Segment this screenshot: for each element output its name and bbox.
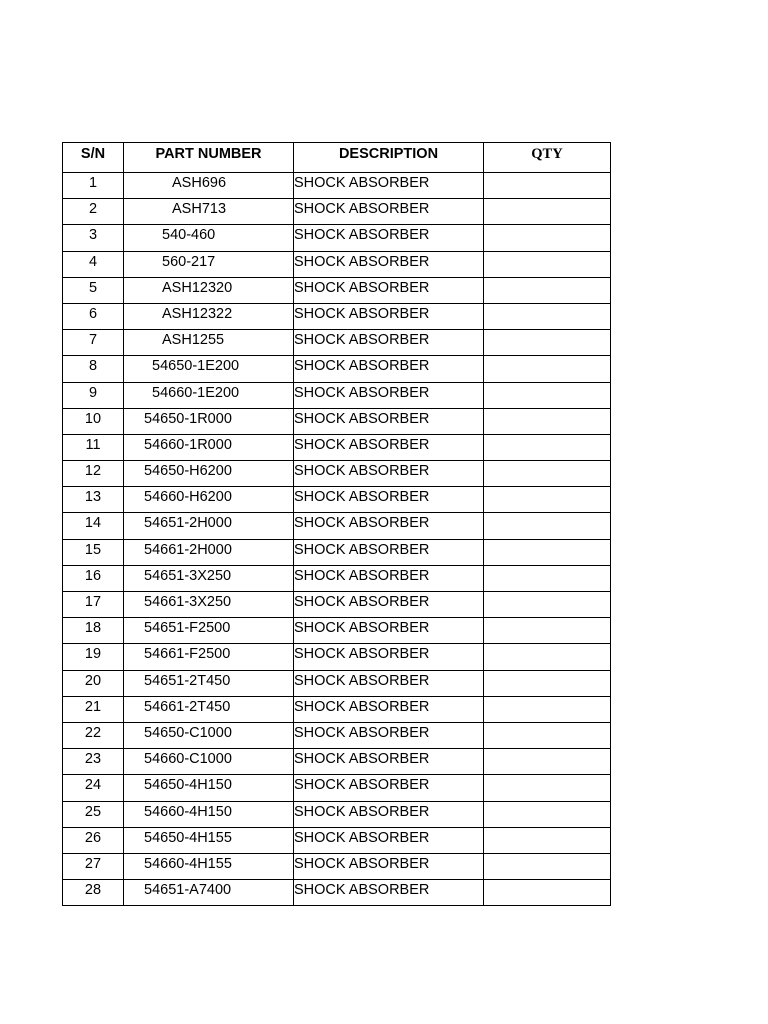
table-row — [63, 696, 611, 722]
row-description-cell: SHOCK ABSORBER — [294, 749, 484, 775]
row-qty-cell — [484, 434, 611, 460]
row-description-cell: SHOCK ABSORBER — [294, 592, 484, 618]
row-part-number-cell: 54650-4H150 — [124, 775, 294, 801]
row-sn-cell: 23 — [63, 749, 124, 775]
table-row — [63, 251, 611, 277]
row-part-number-cell: 54650-1E200 — [124, 356, 294, 382]
row-description-cell: SHOCK ABSORBER — [294, 434, 484, 460]
row-description-cell: SHOCK ABSORBER — [294, 565, 484, 591]
table-row — [63, 408, 611, 434]
row-sn-cell: 28 — [63, 880, 124, 906]
row-part-number-cell: 54660-C1000 — [124, 749, 294, 775]
row-sn-cell: 16 — [63, 565, 124, 591]
row-qty-cell — [484, 696, 611, 722]
table-row — [63, 827, 611, 853]
row-qty-cell — [484, 801, 611, 827]
row-sn-cell: 12 — [63, 461, 124, 487]
header-sn: S/N — [63, 143, 124, 173]
row-qty-cell — [484, 225, 611, 251]
table-row — [63, 199, 611, 225]
row-sn-cell: 1 — [63, 173, 124, 199]
table-row — [63, 277, 611, 303]
table-row — [63, 801, 611, 827]
table-row — [63, 749, 611, 775]
row-description-cell: SHOCK ABSORBER — [294, 461, 484, 487]
row-description-cell: SHOCK ABSORBER — [294, 827, 484, 853]
table-row — [63, 592, 611, 618]
row-qty-cell — [484, 487, 611, 513]
row-qty-cell — [484, 775, 611, 801]
row-qty-cell — [484, 356, 611, 382]
row-sn-cell: 6 — [63, 303, 124, 329]
table-row — [63, 461, 611, 487]
row-sn-cell: 8 — [63, 356, 124, 382]
row-qty-cell — [484, 408, 611, 434]
row-description-cell: SHOCK ABSORBER — [294, 880, 484, 906]
table-row — [63, 173, 611, 199]
table-row — [63, 880, 611, 906]
header-qty: QTY — [484, 143, 611, 173]
table-body — [63, 173, 611, 906]
row-qty-cell — [484, 722, 611, 748]
header-row — [63, 143, 611, 173]
header-description: DESCRIPTION — [294, 143, 484, 173]
row-sn-cell: 3 — [63, 225, 124, 251]
row-part-number-cell: 54660-1R000 — [124, 434, 294, 460]
table-row — [63, 775, 611, 801]
row-qty-cell — [484, 853, 611, 879]
row-qty-cell — [484, 251, 611, 277]
parts-table — [62, 142, 611, 906]
row-description-cell: SHOCK ABSORBER — [294, 277, 484, 303]
row-part-number-cell: 54661-F2500 — [124, 644, 294, 670]
row-part-number-cell: ASH12320 — [124, 277, 294, 303]
row-description-cell: SHOCK ABSORBER — [294, 853, 484, 879]
row-part-number-cell: 54660-1E200 — [124, 382, 294, 408]
row-qty-cell — [484, 277, 611, 303]
row-description-cell: SHOCK ABSORBER — [294, 408, 484, 434]
row-description-cell: SHOCK ABSORBER — [294, 644, 484, 670]
row-part-number-cell: ASH696 — [124, 173, 294, 199]
row-description-cell: SHOCK ABSORBER — [294, 173, 484, 199]
row-part-number-cell: 54650-4H155 — [124, 827, 294, 853]
row-sn-cell: 25 — [63, 801, 124, 827]
row-part-number-cell: 54650-C1000 — [124, 722, 294, 748]
row-part-number-cell: 54660-4H150 — [124, 801, 294, 827]
row-qty-cell — [484, 513, 611, 539]
row-part-number-cell: ASH1255 — [124, 330, 294, 356]
row-sn-cell: 7 — [63, 330, 124, 356]
row-description-cell: SHOCK ABSORBER — [294, 487, 484, 513]
row-qty-cell — [484, 461, 611, 487]
row-description-cell: SHOCK ABSORBER — [294, 618, 484, 644]
row-sn-cell: 18 — [63, 618, 124, 644]
row-description-cell: SHOCK ABSORBER — [294, 251, 484, 277]
row-qty-cell — [484, 618, 611, 644]
row-part-number-cell: 54651-2T450 — [124, 670, 294, 696]
row-description-cell: SHOCK ABSORBER — [294, 539, 484, 565]
row-part-number-cell: ASH713 — [124, 199, 294, 225]
row-description-cell: SHOCK ABSORBER — [294, 225, 484, 251]
row-qty-cell — [484, 303, 611, 329]
header-part-number: PART NUMBER — [124, 143, 294, 173]
row-description-cell: SHOCK ABSORBER — [294, 199, 484, 225]
table-row — [63, 303, 611, 329]
row-sn-cell: 24 — [63, 775, 124, 801]
row-sn-cell: 2 — [63, 199, 124, 225]
row-part-number-cell: 54651-3X250 — [124, 565, 294, 591]
row-sn-cell: 9 — [63, 382, 124, 408]
row-description-cell: SHOCK ABSORBER — [294, 801, 484, 827]
row-part-number-cell: 54651-2H000 — [124, 513, 294, 539]
table-row — [63, 670, 611, 696]
row-qty-cell — [484, 199, 611, 225]
row-sn-cell: 17 — [63, 592, 124, 618]
row-qty-cell — [484, 749, 611, 775]
row-sn-cell: 11 — [63, 434, 124, 460]
row-qty-cell — [484, 592, 611, 618]
row-part-number-cell: 54660-4H155 — [124, 853, 294, 879]
table-row — [63, 513, 611, 539]
row-description-cell: SHOCK ABSORBER — [294, 382, 484, 408]
row-qty-cell — [484, 330, 611, 356]
row-part-number-cell: 54650-1R000 — [124, 408, 294, 434]
row-qty-cell — [484, 644, 611, 670]
row-part-number-cell: 54650-H6200 — [124, 461, 294, 487]
row-part-number-cell: 560-217 — [124, 251, 294, 277]
row-description-cell: SHOCK ABSORBER — [294, 696, 484, 722]
table-row — [63, 225, 611, 251]
row-description-cell: SHOCK ABSORBER — [294, 775, 484, 801]
row-part-number-cell: 54661-3X250 — [124, 592, 294, 618]
table-row — [63, 618, 611, 644]
row-sn-cell: 14 — [63, 513, 124, 539]
row-sn-cell: 21 — [63, 696, 124, 722]
row-sn-cell: 10 — [63, 408, 124, 434]
table-row — [63, 565, 611, 591]
row-qty-cell — [484, 382, 611, 408]
row-sn-cell: 19 — [63, 644, 124, 670]
row-description-cell: SHOCK ABSORBER — [294, 356, 484, 382]
row-sn-cell: 13 — [63, 487, 124, 513]
row-qty-cell — [484, 539, 611, 565]
row-part-number-cell: ASH12322 — [124, 303, 294, 329]
row-sn-cell: 4 — [63, 251, 124, 277]
row-description-cell: SHOCK ABSORBER — [294, 303, 484, 329]
row-part-number-cell: 54661-2T450 — [124, 696, 294, 722]
row-part-number-cell: 54651-F2500 — [124, 618, 294, 644]
table-row — [63, 722, 611, 748]
row-description-cell: SHOCK ABSORBER — [294, 513, 484, 539]
table-row — [63, 330, 611, 356]
row-qty-cell — [484, 880, 611, 906]
table-row — [63, 644, 611, 670]
table-row — [63, 539, 611, 565]
row-part-number-cell: 54660-H6200 — [124, 487, 294, 513]
row-qty-cell — [484, 565, 611, 591]
row-qty-cell — [484, 670, 611, 696]
table-row — [63, 853, 611, 879]
row-part-number-cell: 540-460 — [124, 225, 294, 251]
row-sn-cell: 5 — [63, 277, 124, 303]
row-description-cell: SHOCK ABSORBER — [294, 722, 484, 748]
table-row — [63, 356, 611, 382]
row-part-number-cell: 54651-A7400 — [124, 880, 294, 906]
table-row — [63, 382, 611, 408]
row-description-cell: SHOCK ABSORBER — [294, 670, 484, 696]
row-sn-cell: 20 — [63, 670, 124, 696]
table-row — [63, 487, 611, 513]
row-sn-cell: 26 — [63, 827, 124, 853]
row-part-number-cell: 54661-2H000 — [124, 539, 294, 565]
row-sn-cell: 15 — [63, 539, 124, 565]
row-sn-cell: 27 — [63, 853, 124, 879]
row-qty-cell — [484, 827, 611, 853]
row-description-cell: SHOCK ABSORBER — [294, 330, 484, 356]
row-qty-cell — [484, 173, 611, 199]
row-sn-cell: 22 — [63, 722, 124, 748]
table-row — [63, 434, 611, 460]
